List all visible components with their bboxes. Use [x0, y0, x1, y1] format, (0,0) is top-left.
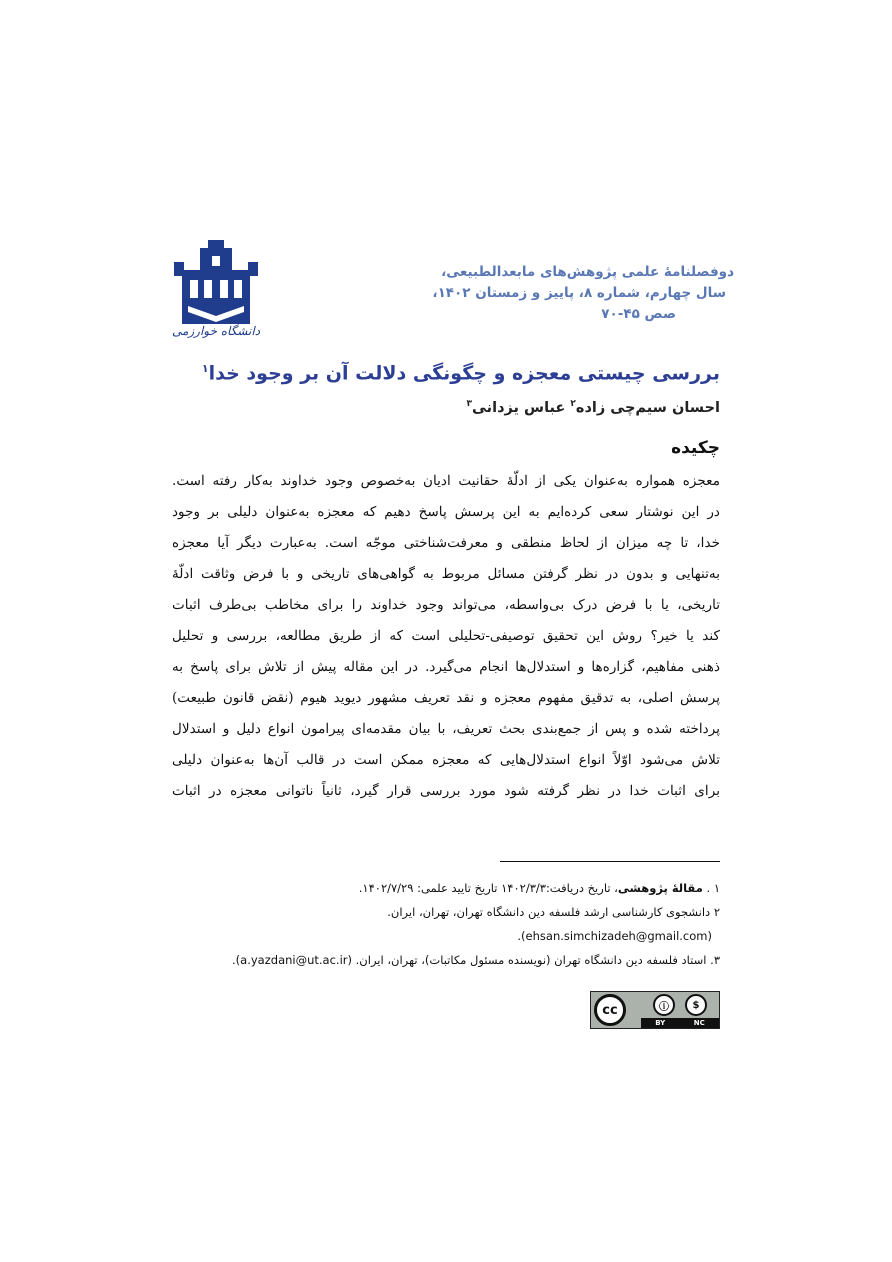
- abstract-line: کند یا خیر؟ روش این تحقیق توصیفی-تحلیلی است که از طریق مطالعه، بررسی و تحلیل: [172, 628, 720, 644]
- author-1: احسان سیم‌چی زاده: [575, 399, 720, 416]
- logo-caption: دانشگاه خوارزمی: [171, 324, 261, 338]
- abstract-line: تلاش می‌شود اوّلاً انواع استدلال‌هایی که معجزه ممکن است در قالب آن‌ها به‌عنوان دلیلی: [172, 752, 720, 768]
- abstract-line: پرداخته شده و پس از جمع‌بندی بحث تعریف، با بیان مقدمه‌ای پیرامون انواع دلیل و استدلال: [172, 721, 720, 737]
- abstract-line: در این نوشتار سعی کرده‌ایم به این پرسش پاسخ دهیم که معجزه به‌عنوان دلیلی بر وجود: [172, 504, 720, 520]
- authors: [160, 399, 720, 416]
- abstract-line: تاریخی، یا با فرض درک بی‌واسطه، می‌تواند وجود خداوند را برای مخاطب بی‌طرف اثبات: [172, 597, 720, 613]
- footnote-2-email[interactable]: (ehsan.simchizadeh@gmail.com).: [517, 929, 712, 943]
- article-title-text: بررسی چیستی معجزه و چگونگی دلالت آن بر وجود خدا: [208, 362, 720, 385]
- university-emblem-icon: [170, 240, 262, 326]
- footnote-divider: [500, 861, 720, 862]
- footnote-3: ۳. استاد فلسفه دین دانشگاه تهران (نویسنده مسئول مکاتبات)، تهران، ایران. (a.yazdani@ut.ac.ir).: [232, 953, 720, 967]
- author-1-note: ۲: [570, 399, 576, 409]
- cc-license-badge[interactable]: [590, 991, 720, 1029]
- footnote-1-label: مقالهٔ پژوهشی: [617, 881, 703, 895]
- author-2: عباس یزدانی: [472, 399, 566, 416]
- license-label-bar: [641, 1018, 719, 1028]
- footnote-1: [160, 876, 720, 900]
- abstract-line: معجزه همواره به‌عنوان یکی از ادلّهٔ حقانیت ادیان به‌خصوص وجود خداوند به‌کار رفته است.: [172, 473, 720, 489]
- title-footnote-mark: ۱: [201, 362, 209, 375]
- cc-icon: cc: [594, 994, 626, 1026]
- footnote-2: ۲ دانشجوی کارشناسی ارشد فلسفه دین دانشگاه تهران، تهران، ایران.: [387, 905, 720, 919]
- abstract-line: ذهنی مفاهیم، گزاره‌ها و استدلال‌ها انجام می‌گیرد. در این مقاله پیش از تلاش برای پاسخ به: [172, 659, 720, 675]
- article-title: [160, 362, 720, 384]
- journal-issue: سال چهارم، شماره ۸، پاییز و زمستان ۱۴۰۲،: [432, 285, 726, 301]
- footnote-1-number: ۱ .: [702, 881, 720, 895]
- footnote-1-dates: ، تاریخ دریافت:۱۴۰۲/۳/۳ تاریخ تایید علمی: ۱۴۰۲/۷/۲۹.: [358, 881, 618, 895]
- abstract-line: خدا، تا چه میزان از لحاظ منطقی و معرفت‌شناختی موجّه است. به‌عبارت دیگر آیا معجزه: [172, 535, 720, 551]
- noncommercial-icon: $: [685, 994, 707, 1016]
- nc-label: NC: [693, 1019, 705, 1027]
- abstract-line: به‌تنهایی و بدون در نظر گرفتن مسائل مربوط به گواهی‌های تاریخی و با فرض وثاقت ادلّهٔ: [172, 566, 720, 582]
- journal-name: دوفصلنامهٔ علمی پژوهش‌های مابعدالطبیعی،: [441, 264, 734, 280]
- footnotes: [160, 876, 720, 972]
- abstract-line: پرسش اصلی، به تدقیق مفهوم معجزه و نقد تعریف مشهور دیوید هیوم (نقض قانون طبیعت): [172, 690, 720, 706]
- abstract-heading: چکیده: [671, 438, 720, 458]
- abstract-line: برای اثبات خدا در نظر گرفته شود مورد بررسی قرار گیرد، ثانیاً ناتوانی معجزه در اثبات: [172, 783, 720, 799]
- journal-info: [394, 262, 734, 325]
- abstract-body: [172, 466, 720, 807]
- attribution-icon: ⓘ: [653, 994, 675, 1016]
- journal-pages: صص ۴۵-۷۰: [601, 306, 676, 322]
- author-2-note: ۳: [466, 399, 473, 409]
- by-label: BY: [655, 1019, 666, 1027]
- university-logo: [170, 240, 262, 344]
